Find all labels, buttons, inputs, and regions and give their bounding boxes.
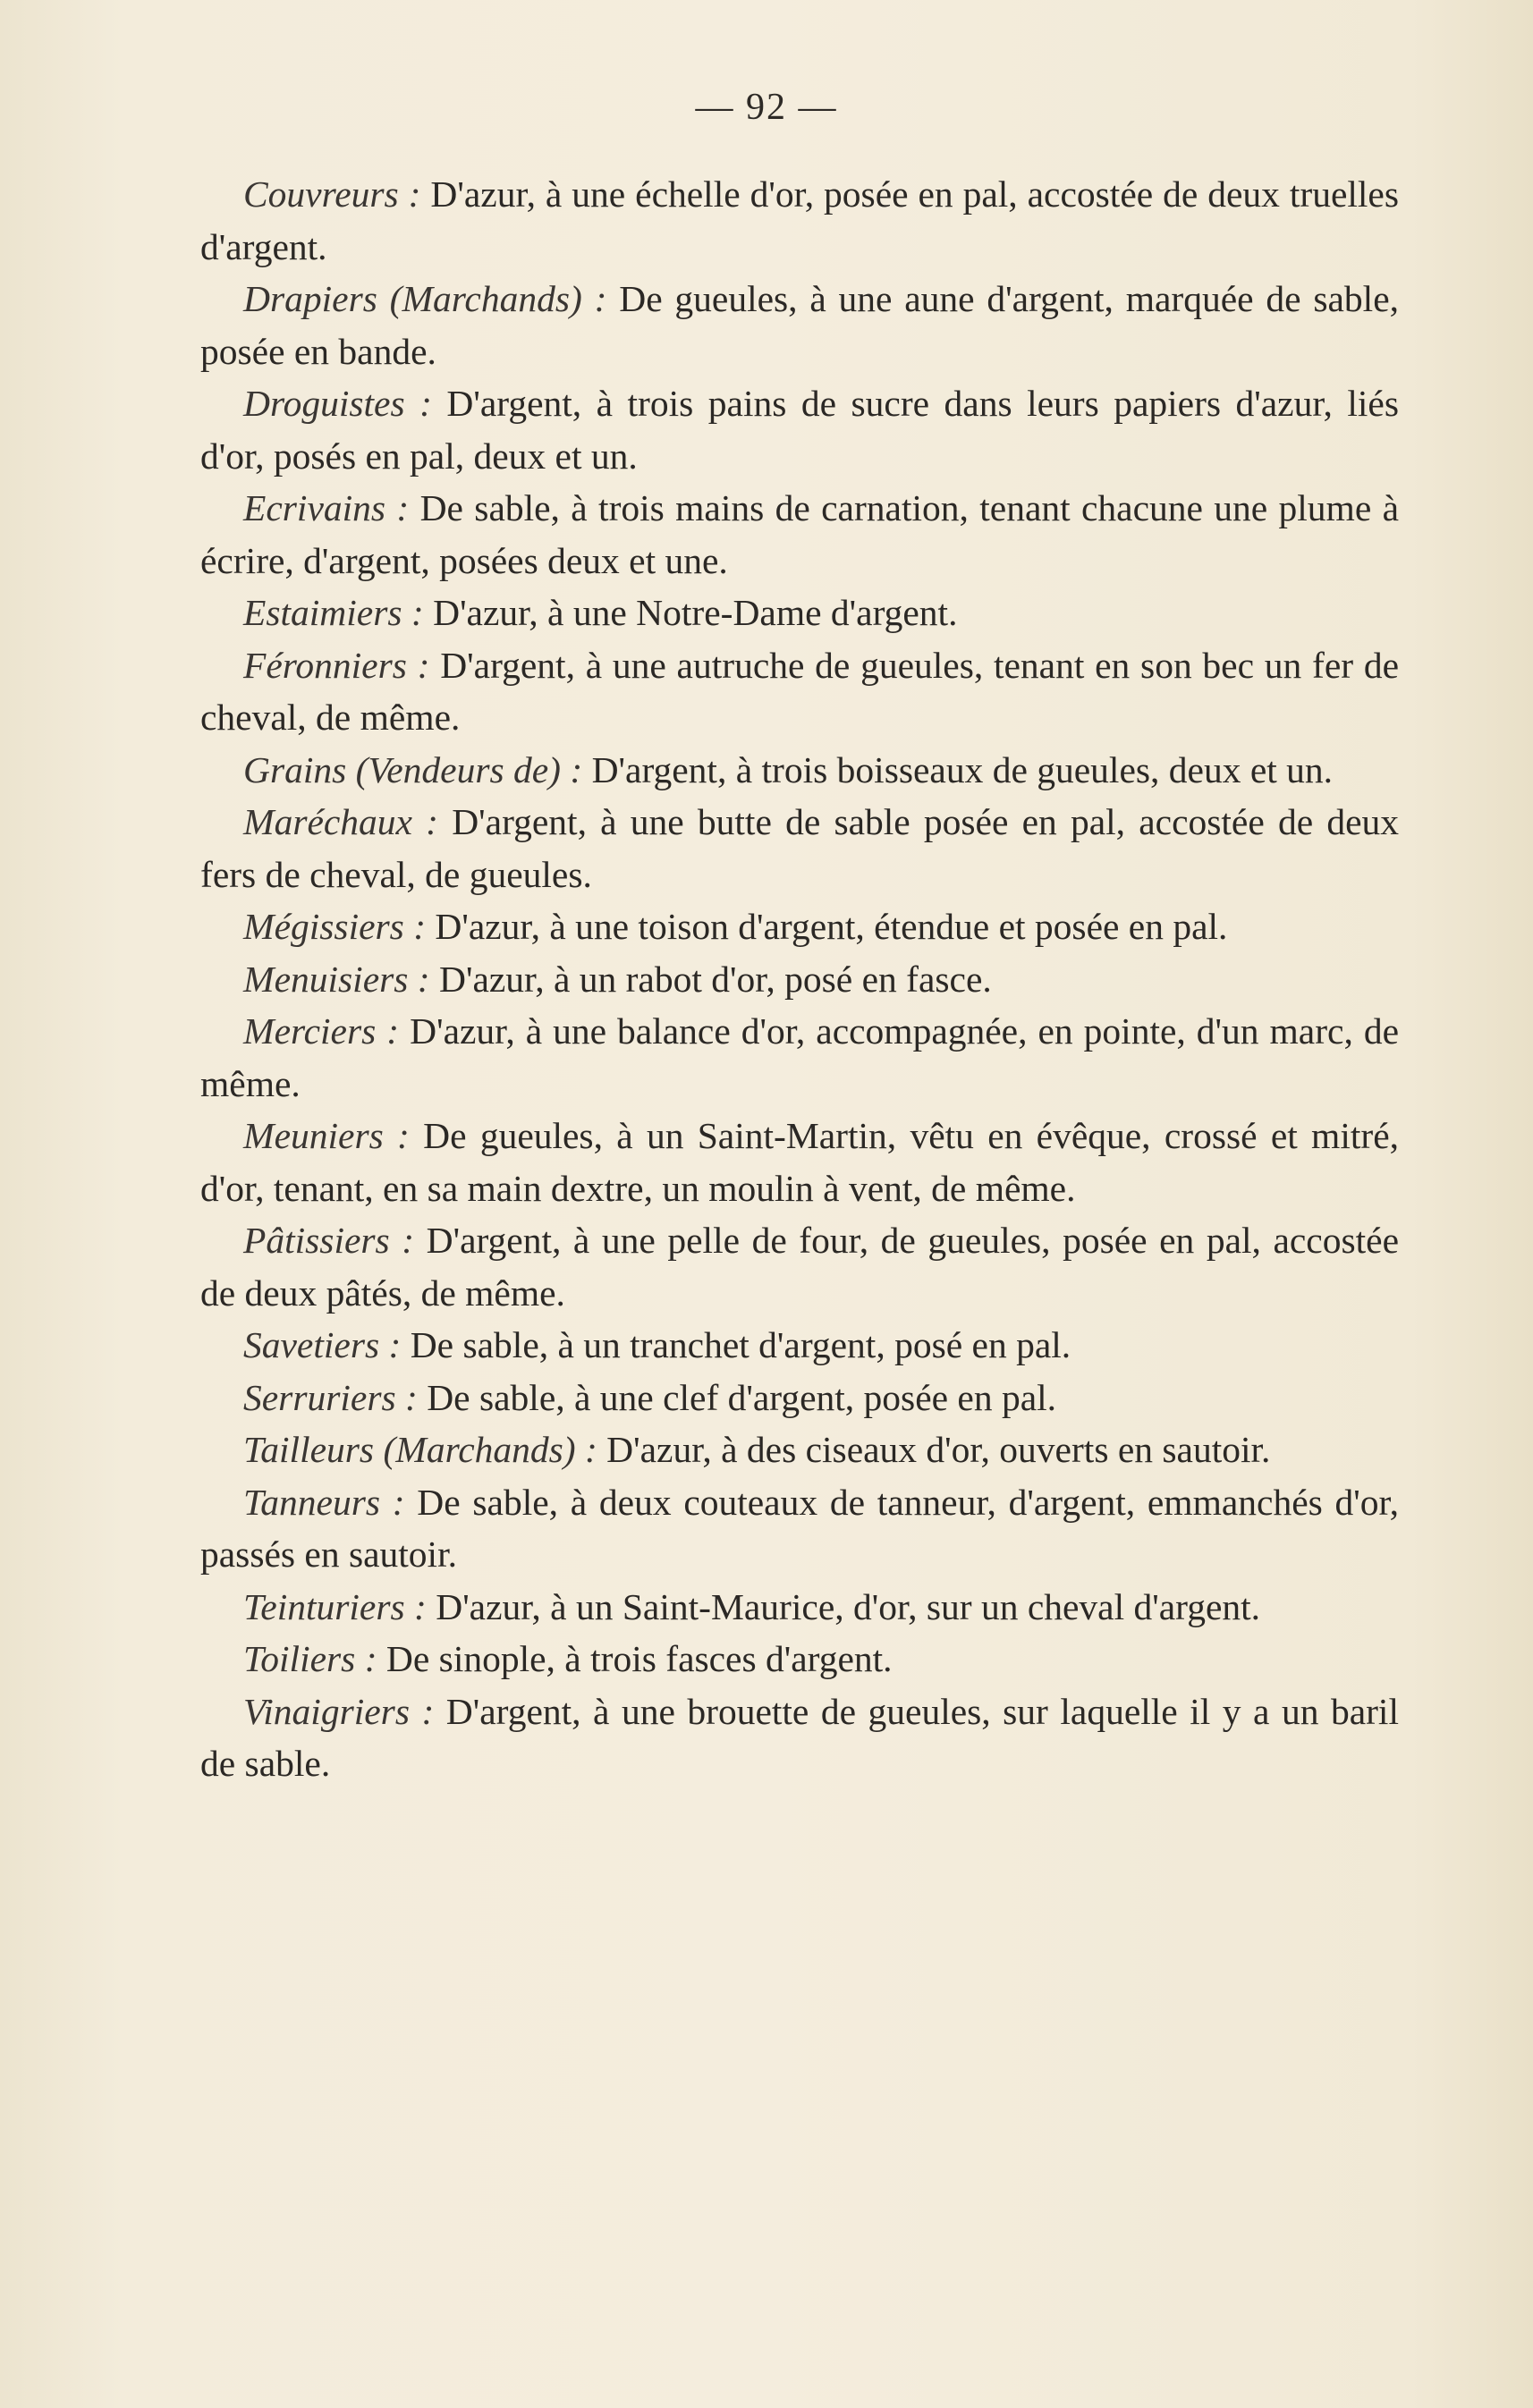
- guild-name: Mégissiers :: [243, 906, 427, 947]
- blazon-text: D'azur, à des ciseaux d'or, ouverts en sautoir.: [606, 1429, 1271, 1470]
- entry-megissiers: [200, 900, 1399, 953]
- entry-grains: [200, 744, 1399, 797]
- blazon-text: De sable, à deux couteaux de tanneur, d'argent, emmanchés d'or, passés en sautoir.: [200, 1481, 1400, 1575]
- guild-name: Toiliers :: [243, 1638, 377, 1679]
- entry-savetiers: [200, 1319, 1399, 1372]
- guild-name: Teinturiers :: [243, 1585, 427, 1627]
- entry-merciers: [200, 1005, 1399, 1110]
- entry-droguistes: [200, 377, 1399, 482]
- guild-arms-list: [200, 168, 1399, 1790]
- entry-vinaigriers: [200, 1686, 1399, 1790]
- guild-name: Menuisiers :: [243, 958, 430, 1000]
- guild-name: Savetiers :: [243, 1324, 402, 1365]
- blazon-text: D'argent, à trois pains de sucre dans leurs papiers d'azur, liés d'or, posés en pal, deux et un.: [200, 383, 1399, 477]
- entry-serruriers: [200, 1372, 1399, 1424]
- entry-tanneurs: [200, 1476, 1399, 1581]
- guild-name: Droguistes :: [243, 383, 432, 424]
- blazon-text: D'argent, à une pelle de four, de gueules, posée en pal, accostée de deux pâtés, de même.: [200, 1220, 1399, 1314]
- blazon-text: De sable, à un tranchet d'argent, posé en pal.: [410, 1324, 1071, 1365]
- blazon-text: D'argent, à une brouette de gueules, sur laquelle il y a un baril de sable.: [200, 1690, 1399, 1784]
- entry-tailleurs: [200, 1424, 1399, 1476]
- entry-teinturiers: [200, 1581, 1399, 1634]
- guild-name: Pâtissiers :: [243, 1220, 415, 1261]
- guild-name: Estaimiers :: [243, 592, 424, 633]
- entry-couvreurs: [200, 168, 1399, 273]
- blazon-text: D'azur, à une Notre-Dame d'argent.: [433, 592, 958, 633]
- blazon-text: D'azur, à une échelle d'or, posée en pal, accostée de deux truelles d'argent.: [200, 173, 1399, 267]
- entry-marechaux: [200, 796, 1399, 900]
- entry-patissiers: [200, 1214, 1399, 1319]
- blazon-text: D'azur, à un Saint-Maurice, d'or, sur un cheval d'argent.: [436, 1585, 1261, 1627]
- entry-feronniers: [200, 639, 1399, 744]
- guild-name: Ecrivains :: [243, 487, 410, 528]
- blazon-text: D'argent, à trois boisseaux de gueules, deux et un.: [591, 748, 1334, 790]
- guild-name: Vinaigriers :: [243, 1690, 435, 1732]
- guild-name: Merciers :: [243, 1010, 400, 1052]
- guild-name: Tanneurs :: [243, 1481, 405, 1523]
- guild-name: Féronniers :: [243, 644, 430, 686]
- entry-ecrivains: [200, 482, 1399, 587]
- blazon-text: De sinople, à trois fasces d'argent.: [385, 1638, 893, 1679]
- entry-estaimiers: [200, 587, 1399, 639]
- guild-name: Tailleurs (Marchands) :: [243, 1429, 597, 1470]
- blazon-text: D'azur, à une toison d'argent, étendue et posée en pal.: [435, 906, 1228, 947]
- blazon-text: De sable, à trois mains de carnation, tenant chacune une plume à écrire, d'argent, posées deux et une.: [200, 487, 1399, 581]
- blazon-text: D'argent, à une autruche de gueules, tenant en son bec un fer de cheval, de même.: [200, 644, 1400, 738]
- blazon-text: D'azur, à une balance d'or, accompagnée, en pointe, d'un marc, de même.: [200, 1010, 1400, 1104]
- guild-name: Maréchaux :: [243, 801, 438, 842]
- page-number: — 92 —: [695, 87, 838, 128]
- guild-name: Serruriers :: [243, 1376, 418, 1418]
- entry-toiliers: [200, 1633, 1399, 1686]
- blazon-text: De gueules, à un Saint-Martin, vêtu en évêque, crossé et mitré, d'or, tenant, en sa main dextre, un moulin à vent, de même.: [200, 1115, 1400, 1209]
- entry-menuisiers: [200, 953, 1399, 1006]
- blazon-text: De sable, à une clef d'argent, posée en pal.: [427, 1376, 1057, 1418]
- guild-name: Meuniers :: [243, 1115, 410, 1156]
- entry-meuniers: [200, 1110, 1399, 1214]
- guild-name: Couvreurs :: [243, 173, 421, 215]
- guild-name: Grains (Vendeurs de) :: [243, 748, 583, 790]
- blazon-text: De gueules, à une aune d'argent, marquée de sable, posée en bande.: [200, 278, 1399, 372]
- entry-drapiers: [200, 273, 1399, 377]
- guild-name: Drapiers (Marchands) :: [243, 278, 607, 319]
- blazon-text: D'argent, à une butte de sable posée en pal, accostée de deux fers de cheval, de gueules.: [200, 801, 1399, 895]
- blazon-text: D'azur, à un rabot d'or, posé en fasce.: [439, 958, 992, 1000]
